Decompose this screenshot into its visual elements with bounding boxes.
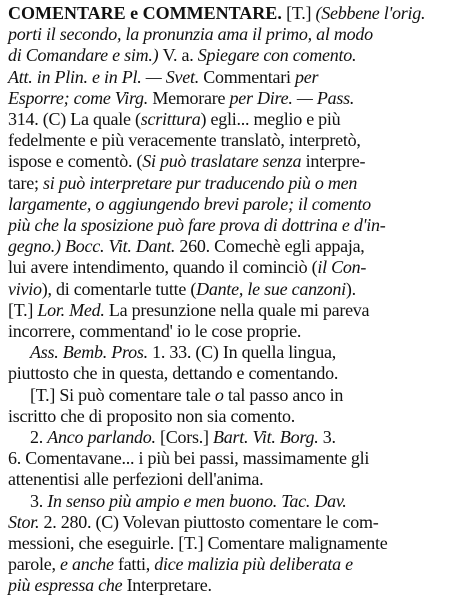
entry-line (8, 257, 366, 278)
entry-line (8, 215, 385, 236)
entry-line (8, 575, 212, 596)
entry-line (8, 363, 338, 384)
roman-text: 3. (30, 491, 48, 511)
roman-text: fedelmente e più veracemente translatò, interpretò, (8, 130, 361, 150)
italic-text: Spiegare con comento. (197, 45, 357, 65)
italic-text: per Dire. — Pass. (229, 88, 355, 108)
entry-line (8, 512, 379, 533)
roman-text: ). (345, 279, 356, 299)
entry-line (8, 279, 356, 300)
entry-line (8, 194, 371, 215)
roman-text: ) egli... meglio e più (200, 109, 341, 129)
entry-line (8, 67, 318, 88)
roman-text: interpre- (305, 151, 366, 171)
roman-text: [T.] Si può comentare tale (30, 385, 215, 405)
entry-line (8, 533, 388, 554)
italic-text: per (294, 67, 319, 87)
italic-text: il Con- (317, 257, 367, 277)
italic-text: dice malizia più deliberata e (154, 554, 353, 574)
entry-line (8, 554, 353, 575)
roman-text: incorrere, commentand' io le cose proprie. (8, 321, 302, 341)
roman-text: lui avere intendimento, quando il cominciò ( (8, 257, 318, 277)
entry-line (30, 385, 343, 406)
roman-text: 2. (30, 427, 48, 447)
italic-text: gegno.) Bocc. Vit. Dant. (8, 236, 180, 256)
entry-line (8, 130, 361, 151)
roman-text: ispose e comentò. ( (8, 151, 143, 171)
italic-text: Att. in Plin. e in Pl. — Svet. (8, 67, 204, 87)
roman-text: [T.] (281, 3, 316, 23)
roman-text: tal passo anco in (227, 385, 344, 405)
roman-text: Commentari (203, 67, 295, 87)
entry-line (8, 469, 263, 490)
italic-text: Esporre; come Virg. (8, 88, 153, 108)
italic-text: Dante, le sue canzoni (196, 279, 346, 299)
roman-text: messioni, che eseguirle. [T.] Comentare malignamente (8, 533, 388, 553)
italic-text: Bart. Vit. Borg. (213, 427, 323, 447)
italic-text: largamente, o aggiungendo brevi parole; il comento (8, 194, 371, 214)
entry-line (8, 45, 356, 66)
entry-line (8, 109, 340, 130)
entry-line (8, 88, 354, 109)
roman-text: 2. 280. (C) Volevan piuttosto comentare le com- (43, 512, 379, 532)
entry-line (8, 173, 357, 194)
entry-line (8, 236, 365, 257)
roman-text: attenentisi alle perfezioni dell'anima. (8, 469, 264, 489)
italic-text: (Sebbene l'orig. (315, 3, 426, 23)
entry-line (30, 342, 336, 363)
roman-text: fatti, (117, 554, 155, 574)
italic-text: Anco parlando. (47, 427, 160, 447)
entry-line (8, 151, 365, 172)
entry-line (8, 24, 373, 45)
headword: COMENTARE e COMMENTARE. (8, 3, 282, 23)
italic-text: più espressa che (8, 575, 127, 595)
italic-text: Lor. Med. (37, 300, 109, 320)
roman-text: V. a. (162, 45, 198, 65)
entry-line (30, 427, 336, 448)
roman-text: 6. Comentavane... i più bei passi, massimamente gli (8, 448, 370, 468)
italic-text: In senso più ampio e men buono. Tac. Dav. (47, 491, 347, 511)
roman-text: Memorare (152, 88, 230, 108)
italic-text: porti il secondo, la pronunzia ama il primo, al modo (8, 24, 373, 44)
roman-text: 3. (322, 427, 336, 447)
entry-line (8, 448, 369, 469)
roman-text: parole, (8, 554, 60, 574)
entry-line (8, 300, 369, 321)
italic-text: Ass. Bemb. Pros. (30, 342, 153, 362)
italic-text: scrittura (140, 109, 201, 129)
roman-text: 1. 33. (C) In quella lingua, (152, 342, 337, 362)
italic-text: o (214, 385, 228, 405)
italic-text: di Comandare e sim.) (8, 45, 163, 65)
roman-text: 314. (C) La quale ( (8, 109, 141, 129)
italic-text: più che la sposizione può fare prova di dottrina e d'in- (8, 215, 386, 235)
roman-text: tare; (8, 173, 43, 193)
italic-text: Stor. (8, 512, 44, 532)
roman-text: piuttosto che in questa, dettando e comentando. (8, 363, 339, 383)
italic-text: Si può traslatare senza (142, 151, 306, 171)
italic-text: e anche (59, 554, 118, 574)
entry-line (8, 3, 425, 24)
roman-text: ), di comentarle tutte ( (41, 279, 197, 299)
roman-text: iscritto che di proposito non sia comento. (8, 406, 295, 426)
roman-text: 260. Comechè egli appaja, (179, 236, 365, 256)
roman-text: Interpretare. (126, 575, 212, 595)
roman-text: [T.] (8, 300, 38, 320)
entry-line (30, 491, 346, 512)
roman-text: La presunzione nella quale mi pareva (108, 300, 370, 320)
roman-text: [Cors.] (160, 427, 213, 447)
italic-text: vivio (8, 279, 42, 299)
entry-line (8, 406, 295, 427)
entry-line (8, 321, 301, 342)
italic-text: si può interpretare pur traducendo più o men (42, 173, 358, 193)
